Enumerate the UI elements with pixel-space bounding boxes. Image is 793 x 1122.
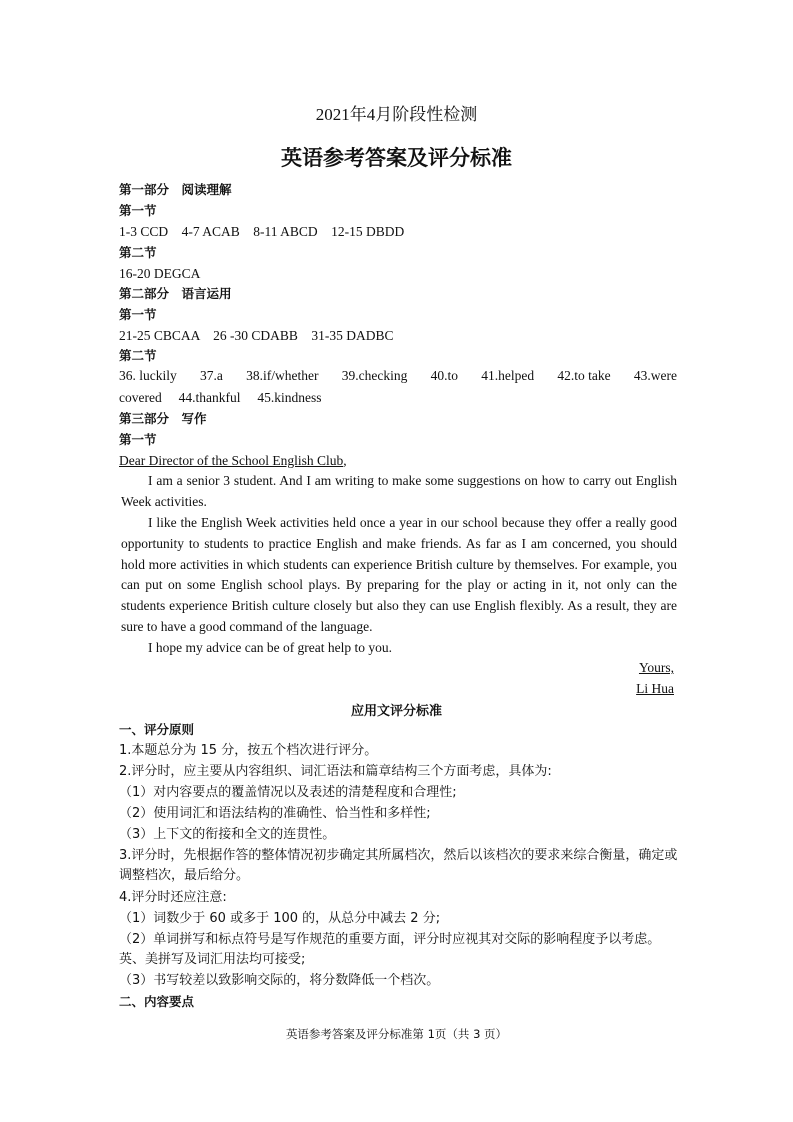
letter-paragraph-3: I hope my advice can be of great help to you.	[148, 640, 393, 655]
principles-heading: 一、评分原则	[119, 722, 195, 737]
answer-42: 42.to take	[557, 368, 611, 383]
part2-heading: 第二部分 语言运用	[119, 286, 232, 301]
footer-total-pages: 3	[473, 1027, 481, 1041]
letter-closing: Yours,	[638, 660, 674, 675]
salutation-text: Dear Director of the School English Club	[119, 453, 344, 468]
part2-section1-answers: 21-25 CBCAA 26 -30 CDABB 31-35 DADBC	[119, 328, 394, 343]
letter-signature: Li Hua	[636, 681, 674, 696]
part2-section2-row1	[119, 368, 677, 384]
answer-39: 39.checking	[341, 368, 408, 383]
rule-4: 4.评分时还应注意:	[119, 890, 227, 905]
rule-2b: （2）使用词汇和语法结构的准确性、恰当性和多样性;	[119, 806, 431, 821]
rubric-heading: 应用文评分标准	[350, 704, 442, 719]
part1-heading: 第一部分 阅读理解	[119, 182, 232, 197]
answer-36: 36. luckily	[119, 368, 177, 383]
answer-38: 38.if/whether	[246, 368, 319, 383]
rule-1: 1.本题总分为 15 分，按五个档次进行评分。	[119, 743, 378, 758]
rule-3: 3.评分时，先根据作答的整体情况初步确定其所属档次，然后以该档次的要求来综合衡量，确定或调整档次，最后给分。	[119, 848, 678, 883]
answer-37: 37.a	[200, 368, 223, 383]
page-footer	[0, 1026, 793, 1042]
exam-title: 2021年4月阶段性检测	[315, 105, 478, 124]
part1-section2-label: 第二节	[119, 245, 157, 260]
footer-text-c: 页）	[480, 1027, 508, 1041]
rule-2c: （3）上下文的衔接和全文的连贯性。	[119, 827, 336, 842]
main-title: 英语参考答案及评分标准	[281, 146, 512, 170]
salutation-comma: ,	[343, 453, 347, 468]
part1-section1-label: 第一节	[119, 203, 157, 218]
rule-4c: （3）书写较差以致影响交际的，将分数降低一个档次。	[119, 973, 440, 988]
answer-43: 43.were	[633, 368, 677, 383]
footer-page-number: 1	[427, 1027, 435, 1041]
part2-section2-row2: covered 44.thankful 45.kindness	[119, 390, 322, 405]
answer-41: 41.helped	[481, 368, 535, 383]
letter-paragraph-2: I like the English Week activities held once a year in our school because they offer a really good opportunity to students to practice English and make friends. As far as I am concerned, you should hold more activities in which students can experience British culture by themselves. For example, you can put on some English school plays. By preparing for the play or acting in it, not only can the students experience British culture closely but also they can use English flexibly. As a result, they are sure to have a good command of the language.	[121, 515, 677, 634]
rule-2a: （1）对内容要点的覆盖情况以及表述的清楚程度和合理性;	[119, 785, 457, 800]
letter-salutation	[119, 451, 679, 471]
footer-text-b: 页（共	[434, 1027, 474, 1041]
part1-section2-answers: 16-20 DEGCA	[119, 266, 201, 281]
rule-2: 2.评分时，应主要从内容组织、词汇语法和篇章结构三个方面考虑，具体为:	[119, 764, 552, 779]
part2-section2-label: 第二节	[119, 348, 157, 363]
footer-text-a: 英语参考答案及评分标准第	[285, 1027, 428, 1041]
content-points-heading: 二、内容要点	[119, 994, 195, 1009]
rule-4a: （1）词数少于 60 或多于 100 的，从总分中减去 2 分;	[119, 911, 441, 926]
letter-paragraph-1: I am a senior 3 student. And I am writing to make some suggestions on how to carry out English Week activities.	[121, 473, 677, 509]
part2-section1-label: 第一节	[119, 307, 157, 322]
part3-heading: 第三部分 写作	[119, 411, 207, 426]
rule-4b: （2）单词拼写和标点符号是写作规范的重要方面，评分时应视其对交际的影响程度予以考虑。英、美拼写及词汇用法均可接受;	[119, 932, 661, 967]
answer-40: 40.to	[430, 368, 458, 383]
part1-section1-answers: 1-3 CCD 4-7 ACAB 8-11 ABCD 12-15 DBDD	[119, 224, 405, 239]
part3-section1-label: 第一节	[119, 432, 157, 447]
